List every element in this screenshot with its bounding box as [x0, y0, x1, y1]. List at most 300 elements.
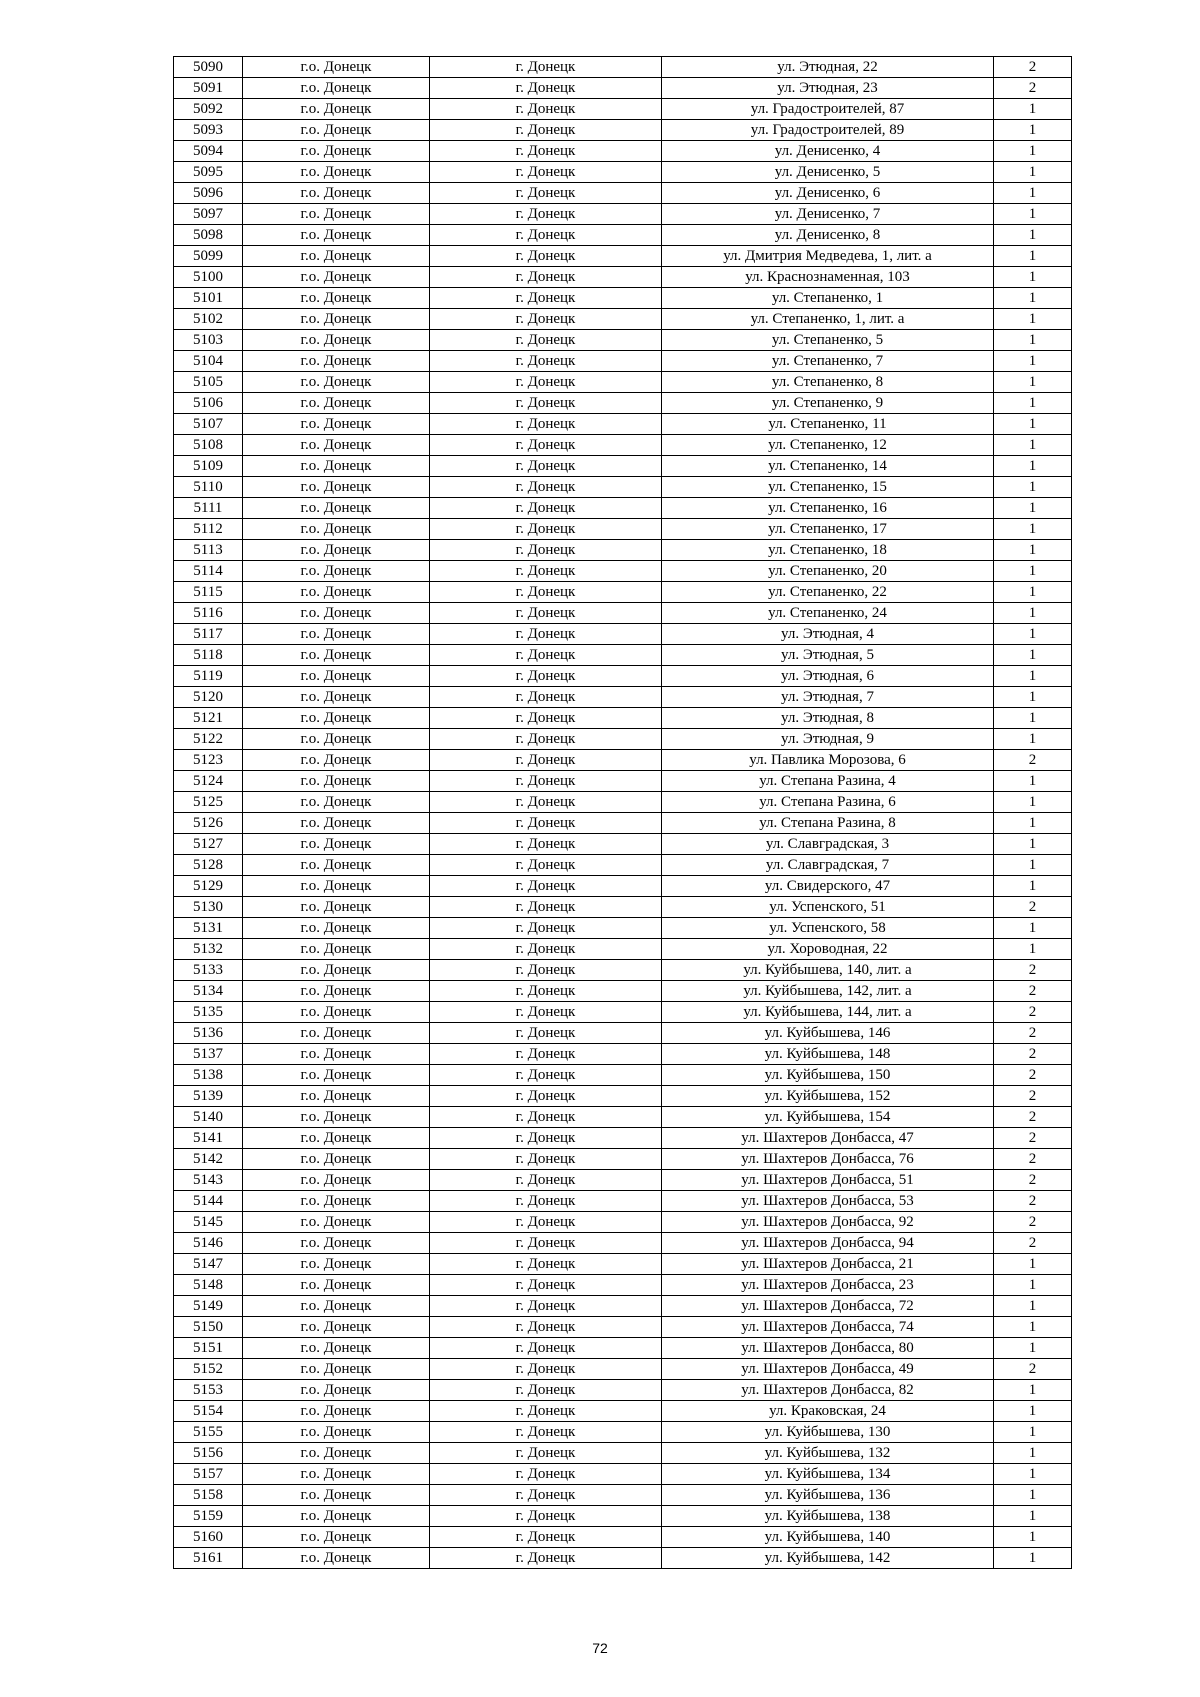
row-number-cell: 5091: [174, 78, 243, 99]
city-cell: г. Донецк: [430, 897, 662, 918]
row-number-cell: 5130: [174, 897, 243, 918]
district-cell: г.о. Донецк: [243, 351, 430, 372]
row-number-cell: 5111: [174, 498, 243, 519]
city-cell: г. Донецк: [430, 603, 662, 624]
address-cell: ул. Денисенко, 5: [662, 162, 994, 183]
table-row: [174, 519, 1072, 540]
row-number-cell: 5092: [174, 99, 243, 120]
city-cell: г. Донецк: [430, 876, 662, 897]
table-row: [174, 1086, 1072, 1107]
address-cell: ул. Куйбышева, 140, лит. а: [662, 960, 994, 981]
row-number-cell: 5154: [174, 1401, 243, 1422]
district-cell: г.о. Донецк: [243, 183, 430, 204]
row-number-cell: 5160: [174, 1527, 243, 1548]
row-number-cell: 5143: [174, 1170, 243, 1191]
district-cell: г.о. Донецк: [243, 1296, 430, 1317]
table-row: [174, 708, 1072, 729]
district-cell: г.о. Донецк: [243, 309, 430, 330]
district-cell: г.о. Донецк: [243, 456, 430, 477]
row-number-cell: 5113: [174, 540, 243, 561]
table-row: [174, 1359, 1072, 1380]
row-number-cell: 5107: [174, 414, 243, 435]
count-cell: 1: [994, 561, 1072, 582]
row-number-cell: 5090: [174, 57, 243, 78]
district-cell: г.о. Донецк: [243, 855, 430, 876]
table-row: [174, 1191, 1072, 1212]
count-cell: 2: [994, 1044, 1072, 1065]
district-cell: г.о. Донецк: [243, 1254, 430, 1275]
district-cell: г.о. Донецк: [243, 1359, 430, 1380]
address-cell: ул. Куйбышева, 142, лит. а: [662, 981, 994, 1002]
count-cell: 1: [994, 372, 1072, 393]
count-cell: 2: [994, 1107, 1072, 1128]
district-cell: г.о. Донецк: [243, 435, 430, 456]
address-cell: ул. Градостроителей, 87: [662, 99, 994, 120]
city-cell: г. Донецк: [430, 1086, 662, 1107]
address-cell: ул. Градостроителей, 89: [662, 120, 994, 141]
address-cell: ул. Степаненко, 5: [662, 330, 994, 351]
table-row: [174, 771, 1072, 792]
count-cell: 1: [994, 183, 1072, 204]
district-cell: г.о. Донецк: [243, 1044, 430, 1065]
table-row: [174, 1422, 1072, 1443]
row-number-cell: 5146: [174, 1233, 243, 1254]
table-row: [174, 1170, 1072, 1191]
city-cell: г. Донецк: [430, 771, 662, 792]
city-cell: г. Донецк: [430, 204, 662, 225]
address-cell: ул. Куйбышева, 154: [662, 1107, 994, 1128]
city-cell: г. Донецк: [430, 1170, 662, 1191]
row-number-cell: 5137: [174, 1044, 243, 1065]
city-cell: г. Донецк: [430, 981, 662, 1002]
address-cell: ул. Шахтеров Донбасса, 94: [662, 1233, 994, 1254]
table-row: [174, 225, 1072, 246]
district-cell: г.о. Донецк: [243, 1401, 430, 1422]
address-cell: ул. Степаненко, 20: [662, 561, 994, 582]
district-cell: г.о. Донецк: [243, 1464, 430, 1485]
count-cell: 1: [994, 645, 1072, 666]
district-cell: г.о. Донецк: [243, 1107, 430, 1128]
city-cell: г. Донецк: [430, 1485, 662, 1506]
district-cell: г.о. Донецк: [243, 477, 430, 498]
row-number-cell: 5155: [174, 1422, 243, 1443]
address-cell: ул. Степаненко, 8: [662, 372, 994, 393]
city-cell: г. Донецк: [430, 813, 662, 834]
address-cell: ул. Шахтеров Донбасса, 80: [662, 1338, 994, 1359]
count-cell: 1: [994, 414, 1072, 435]
count-cell: 1: [994, 267, 1072, 288]
address-cell: ул. Этюдная, 9: [662, 729, 994, 750]
count-cell: 1: [994, 1464, 1072, 1485]
table-row: [174, 666, 1072, 687]
district-cell: г.о. Донецк: [243, 330, 430, 351]
address-cell: ул. Краснознаменная, 103: [662, 267, 994, 288]
row-number-cell: 5158: [174, 1485, 243, 1506]
row-number-cell: 5150: [174, 1317, 243, 1338]
district-cell: г.о. Донецк: [243, 1170, 430, 1191]
count-cell: 1: [994, 1422, 1072, 1443]
row-number-cell: 5136: [174, 1023, 243, 1044]
address-cell: ул. Этюдная, 22: [662, 57, 994, 78]
city-cell: г. Донецк: [430, 855, 662, 876]
address-cell: ул. Шахтеров Донбасса, 51: [662, 1170, 994, 1191]
row-number-cell: 5145: [174, 1212, 243, 1233]
city-cell: г. Донецк: [430, 624, 662, 645]
city-cell: г. Донецк: [430, 1128, 662, 1149]
address-cell: ул. Краковская, 24: [662, 1401, 994, 1422]
district-cell: г.о. Донецк: [243, 771, 430, 792]
count-cell: 2: [994, 1233, 1072, 1254]
table-row: [174, 57, 1072, 78]
district-cell: г.о. Донецк: [243, 1338, 430, 1359]
district-cell: г.о. Донецк: [243, 519, 430, 540]
city-cell: г. Донецк: [430, 729, 662, 750]
count-cell: 1: [994, 477, 1072, 498]
table-row: [174, 246, 1072, 267]
table-row: [174, 1296, 1072, 1317]
table-row: [174, 981, 1072, 1002]
city-cell: г. Донецк: [430, 834, 662, 855]
row-number-cell: 5099: [174, 246, 243, 267]
count-cell: 1: [994, 918, 1072, 939]
city-cell: г. Донецк: [430, 267, 662, 288]
count-cell: 1: [994, 792, 1072, 813]
district-cell: г.о. Донецк: [243, 1443, 430, 1464]
row-number-cell: 5097: [174, 204, 243, 225]
address-cell: ул. Степаненко, 1: [662, 288, 994, 309]
address-cell: ул. Шахтеров Донбасса, 21: [662, 1254, 994, 1275]
count-cell: 1: [994, 141, 1072, 162]
table-row: [174, 1023, 1072, 1044]
row-number-cell: 5104: [174, 351, 243, 372]
row-number-cell: 5140: [174, 1107, 243, 1128]
district-cell: г.о. Донецк: [243, 372, 430, 393]
address-cell: ул. Шахтеров Донбасса, 92: [662, 1212, 994, 1233]
address-cell: ул. Степаненко, 16: [662, 498, 994, 519]
count-cell: 2: [994, 1128, 1072, 1149]
count-cell: 1: [994, 1443, 1072, 1464]
district-cell: г.о. Донецк: [243, 141, 430, 162]
address-cell: ул. Куйбышева, 140: [662, 1527, 994, 1548]
address-cell: ул. Дмитрия Медведева, 1, лит. а: [662, 246, 994, 267]
table-row: [174, 540, 1072, 561]
row-number-cell: 5134: [174, 981, 243, 1002]
table-row: [174, 183, 1072, 204]
count-cell: 1: [994, 1485, 1072, 1506]
row-number-cell: 5141: [174, 1128, 243, 1149]
address-cell: ул. Этюдная, 6: [662, 666, 994, 687]
table-row: [174, 1506, 1072, 1527]
count-cell: 1: [994, 1317, 1072, 1338]
city-cell: г. Донецк: [430, 1527, 662, 1548]
city-cell: г. Донецк: [430, 57, 662, 78]
district-cell: г.о. Донецк: [243, 918, 430, 939]
district-cell: г.о. Донецк: [243, 99, 430, 120]
address-cell: ул. Славградская, 3: [662, 834, 994, 855]
count-cell: 2: [994, 750, 1072, 771]
row-number-cell: 5129: [174, 876, 243, 897]
district-cell: г.о. Донецк: [243, 960, 430, 981]
table-row: [174, 1527, 1072, 1548]
count-cell: 2: [994, 1191, 1072, 1212]
district-cell: г.о. Донецк: [243, 1275, 430, 1296]
count-cell: 1: [994, 120, 1072, 141]
district-cell: г.о. Донецк: [243, 246, 430, 267]
table-row: [174, 645, 1072, 666]
district-cell: г.о. Донецк: [243, 561, 430, 582]
count-cell: 2: [994, 57, 1072, 78]
district-cell: г.о. Донецк: [243, 120, 430, 141]
row-number-cell: 5138: [174, 1065, 243, 1086]
address-cell: ул. Этюдная, 8: [662, 708, 994, 729]
city-cell: г. Донецк: [430, 792, 662, 813]
city-cell: г. Донецк: [430, 1464, 662, 1485]
row-number-cell: 5093: [174, 120, 243, 141]
count-cell: 1: [994, 1527, 1072, 1548]
table-row: [174, 1443, 1072, 1464]
table-row: [174, 750, 1072, 771]
table-row: [174, 1002, 1072, 1023]
address-cell: ул. Степана Разина, 4: [662, 771, 994, 792]
table-row: [174, 960, 1072, 981]
table-row: [174, 204, 1072, 225]
row-number-cell: 5147: [174, 1254, 243, 1275]
table-body: [174, 57, 1072, 1569]
city-cell: г. Донецк: [430, 183, 662, 204]
city-cell: г. Донецк: [430, 393, 662, 414]
table-row: [174, 1317, 1072, 1338]
city-cell: г. Донецк: [430, 498, 662, 519]
city-cell: г. Донецк: [430, 1506, 662, 1527]
district-cell: г.о. Донецк: [243, 1380, 430, 1401]
table-row: [174, 939, 1072, 960]
district-cell: г.о. Донецк: [243, 1317, 430, 1338]
table-row: [174, 1464, 1072, 1485]
count-cell: 1: [994, 603, 1072, 624]
table-row: [174, 141, 1072, 162]
row-number-cell: 5124: [174, 771, 243, 792]
row-number-cell: 5114: [174, 561, 243, 582]
table-row: [174, 1338, 1072, 1359]
city-cell: г. Донецк: [430, 1338, 662, 1359]
district-cell: г.о. Донецк: [243, 1233, 430, 1254]
table-row: [174, 267, 1072, 288]
city-cell: г. Донецк: [430, 225, 662, 246]
row-number-cell: 5152: [174, 1359, 243, 1380]
table-row: [174, 1548, 1072, 1569]
district-cell: г.о. Донецк: [243, 1485, 430, 1506]
count-cell: 1: [994, 309, 1072, 330]
count-cell: 1: [994, 1296, 1072, 1317]
city-cell: г. Донецк: [430, 435, 662, 456]
city-cell: г. Донецк: [430, 1401, 662, 1422]
address-cell: ул. Степана Разина, 6: [662, 792, 994, 813]
table-row: [174, 162, 1072, 183]
count-cell: 2: [994, 1149, 1072, 1170]
row-number-cell: 5127: [174, 834, 243, 855]
address-cell: ул. Славградская, 7: [662, 855, 994, 876]
district-cell: г.о. Донецк: [243, 666, 430, 687]
count-cell: 1: [994, 1401, 1072, 1422]
city-cell: г. Донецк: [430, 1443, 662, 1464]
district-cell: г.о. Донецк: [243, 750, 430, 771]
count-cell: 2: [994, 1002, 1072, 1023]
city-cell: г. Донецк: [430, 1548, 662, 1569]
table-row: [174, 393, 1072, 414]
district-cell: г.о. Донецк: [243, 288, 430, 309]
row-number-cell: 5144: [174, 1191, 243, 1212]
district-cell: г.о. Донецк: [243, 645, 430, 666]
row-number-cell: 5123: [174, 750, 243, 771]
district-cell: г.о. Донецк: [243, 57, 430, 78]
district-cell: г.о. Донецк: [243, 813, 430, 834]
count-cell: 1: [994, 939, 1072, 960]
city-cell: г. Донецк: [430, 1065, 662, 1086]
address-cell: ул. Павлика Морозова, 6: [662, 750, 994, 771]
row-number-cell: 5094: [174, 141, 243, 162]
table-row: [174, 78, 1072, 99]
count-cell: 1: [994, 1380, 1072, 1401]
district-cell: г.о. Донецк: [243, 204, 430, 225]
address-cell: ул. Этюдная, 4: [662, 624, 994, 645]
count-cell: 1: [994, 834, 1072, 855]
address-cell: ул. Успенского, 51: [662, 897, 994, 918]
count-cell: 1: [994, 1338, 1072, 1359]
district-cell: г.о. Донецк: [243, 1149, 430, 1170]
district-cell: г.о. Донецк: [243, 792, 430, 813]
city-cell: г. Донецк: [430, 1254, 662, 1275]
city-cell: г. Донецк: [430, 1107, 662, 1128]
district-cell: г.о. Донецк: [243, 834, 430, 855]
count-cell: 2: [994, 1086, 1072, 1107]
address-cell: ул. Успенского, 58: [662, 918, 994, 939]
row-number-cell: 5105: [174, 372, 243, 393]
address-cell: ул. Куйбышева, 150: [662, 1065, 994, 1086]
address-cell: ул. Хороводная, 22: [662, 939, 994, 960]
address-cell: ул. Этюдная, 7: [662, 687, 994, 708]
address-cell: ул. Денисенко, 4: [662, 141, 994, 162]
district-cell: г.о. Донецк: [243, 1548, 430, 1569]
count-cell: 1: [994, 687, 1072, 708]
table-row: [174, 99, 1072, 120]
table-row: [174, 1233, 1072, 1254]
table-row: [174, 1149, 1072, 1170]
table-row: [174, 687, 1072, 708]
district-cell: г.о. Донецк: [243, 1506, 430, 1527]
row-number-cell: 5101: [174, 288, 243, 309]
count-cell: 2: [994, 1359, 1072, 1380]
page-number: 72: [592, 1640, 608, 1656]
row-number-cell: 5161: [174, 1548, 243, 1569]
city-cell: г. Донецк: [430, 1233, 662, 1254]
district-cell: г.о. Донецк: [243, 981, 430, 1002]
count-cell: 1: [994, 330, 1072, 351]
address-cell: ул. Шахтеров Донбасса, 23: [662, 1275, 994, 1296]
count-cell: 1: [994, 456, 1072, 477]
table-row: [174, 1275, 1072, 1296]
address-cell: ул. Куйбышева, 132: [662, 1443, 994, 1464]
city-cell: г. Донецк: [430, 330, 662, 351]
district-cell: г.о. Донецк: [243, 414, 430, 435]
district-cell: г.о. Донецк: [243, 393, 430, 414]
district-cell: г.о. Донецк: [243, 267, 430, 288]
table-row: [174, 1065, 1072, 1086]
district-cell: г.о. Донецк: [243, 1191, 430, 1212]
address-cell: ул. Куйбышева, 152: [662, 1086, 994, 1107]
table-row: [174, 477, 1072, 498]
address-cell: ул. Степаненко, 22: [662, 582, 994, 603]
city-cell: г. Донецк: [430, 414, 662, 435]
row-number-cell: 5156: [174, 1443, 243, 1464]
count-cell: 1: [994, 813, 1072, 834]
row-number-cell: 5133: [174, 960, 243, 981]
district-cell: г.о. Донецк: [243, 729, 430, 750]
count-cell: 1: [994, 519, 1072, 540]
count-cell: 1: [994, 624, 1072, 645]
district-cell: г.о. Донецк: [243, 897, 430, 918]
city-cell: г. Донецк: [430, 960, 662, 981]
district-cell: г.о. Донецк: [243, 1212, 430, 1233]
city-cell: г. Донецк: [430, 246, 662, 267]
district-cell: г.о. Донецк: [243, 1065, 430, 1086]
table-row: [174, 1401, 1072, 1422]
address-cell: ул. Шахтеров Донбасса, 49: [662, 1359, 994, 1380]
table-row: [174, 120, 1072, 141]
city-cell: г. Донецк: [430, 1002, 662, 1023]
city-cell: г. Донецк: [430, 141, 662, 162]
table-row: [174, 288, 1072, 309]
row-number-cell: 5126: [174, 813, 243, 834]
row-number-cell: 5117: [174, 624, 243, 645]
city-cell: г. Донецк: [430, 666, 662, 687]
city-cell: г. Донецк: [430, 288, 662, 309]
row-number-cell: 5118: [174, 645, 243, 666]
district-cell: г.о. Донецк: [243, 939, 430, 960]
city-cell: г. Донецк: [430, 1023, 662, 1044]
table-row: [174, 330, 1072, 351]
city-cell: г. Донецк: [430, 1317, 662, 1338]
count-cell: 2: [994, 960, 1072, 981]
row-number-cell: 5139: [174, 1086, 243, 1107]
city-cell: г. Донецк: [430, 162, 662, 183]
city-cell: г. Донецк: [430, 1044, 662, 1065]
district-cell: г.о. Донецк: [243, 1023, 430, 1044]
count-cell: 2: [994, 1065, 1072, 1086]
table-row: [174, 1254, 1072, 1275]
city-cell: г. Донецк: [430, 561, 662, 582]
row-number-cell: 5132: [174, 939, 243, 960]
row-number-cell: 5151: [174, 1338, 243, 1359]
row-number-cell: 5112: [174, 519, 243, 540]
district-cell: г.о. Донецк: [243, 1422, 430, 1443]
address-cell: ул. Степаненко, 11: [662, 414, 994, 435]
count-cell: 2: [994, 1212, 1072, 1233]
row-number-cell: 5157: [174, 1464, 243, 1485]
count-cell: 2: [994, 1170, 1072, 1191]
address-cell: ул. Куйбышева, 144, лит. а: [662, 1002, 994, 1023]
address-cell: ул. Степаненко, 7: [662, 351, 994, 372]
city-cell: г. Донецк: [430, 1275, 662, 1296]
address-table: [173, 56, 1072, 1569]
table-row: [174, 729, 1072, 750]
address-cell: ул. Степана Разина, 8: [662, 813, 994, 834]
count-cell: 1: [994, 540, 1072, 561]
district-cell: г.о. Донецк: [243, 78, 430, 99]
row-number-cell: 5121: [174, 708, 243, 729]
city-cell: г. Донецк: [430, 687, 662, 708]
row-number-cell: 5109: [174, 456, 243, 477]
address-cell: ул. Шахтеров Донбасса, 76: [662, 1149, 994, 1170]
